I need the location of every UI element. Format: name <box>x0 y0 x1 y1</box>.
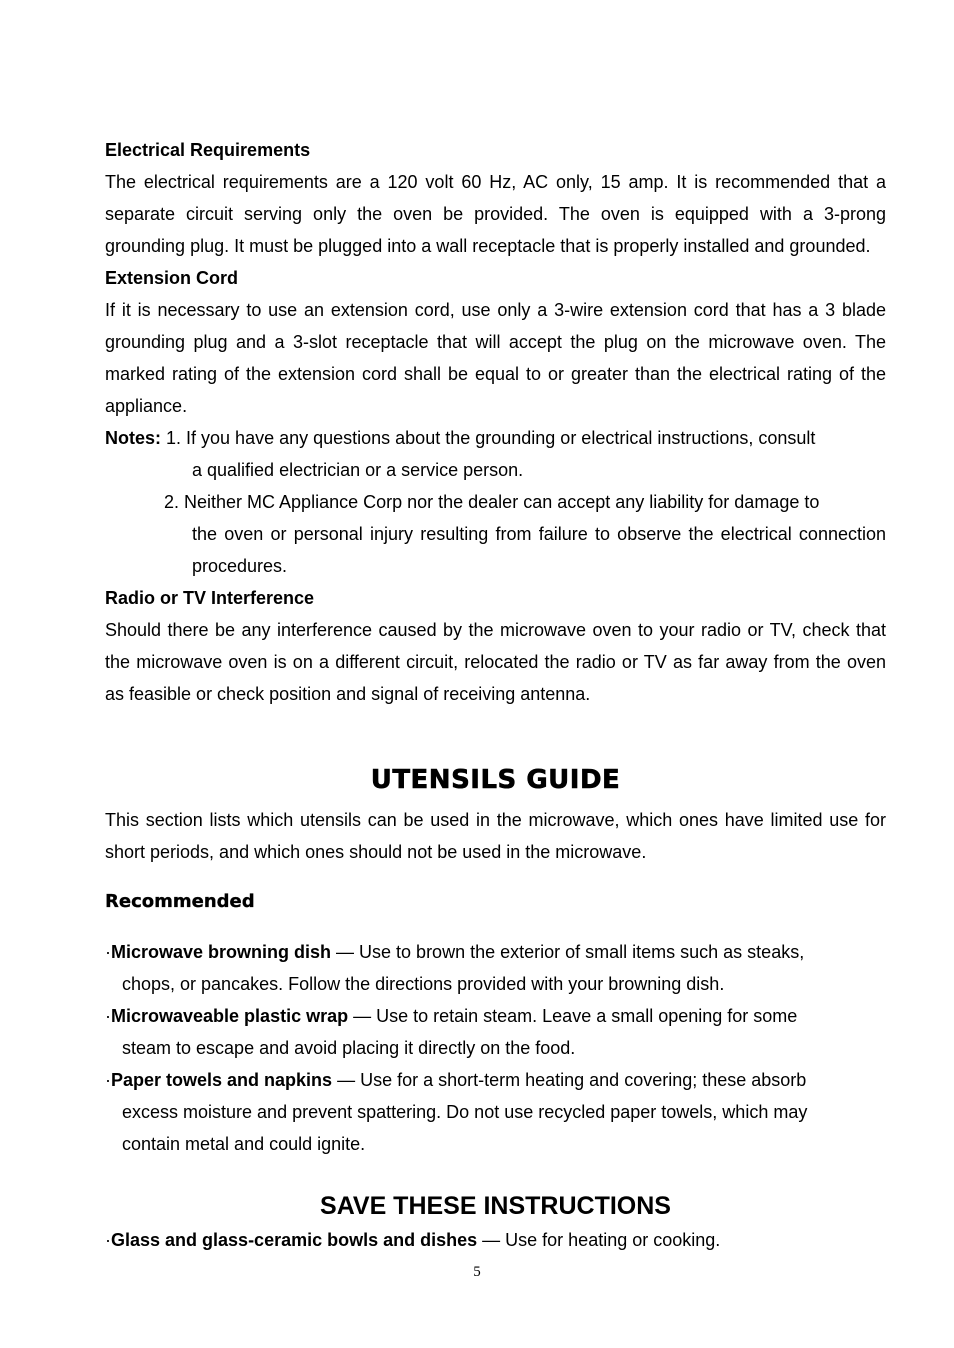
note-1 <box>105 422 886 454</box>
item-desc: — Use for heating or cooking. <box>477 1230 721 1250</box>
item-desc-cont: excess moisture and prevent spattering. Do not use recycled paper towels, which may contain metal and could ignite. <box>122 1102 808 1154</box>
recommended-heading: Recommended <box>105 891 255 912</box>
radio-body: Should there be any interference caused by the microwave oven to your radio or TV, check that the microwave oven is on a different circuit, relocated the radio or TV as far away from the oven as feasible or check position and signal of receiving antenna. <box>105 620 886 704</box>
utensils-guide-title: UTENSILS GUIDE <box>370 765 621 795</box>
item-name: Microwaveable plastic wrap <box>111 1006 349 1026</box>
document-page <box>105 134 886 1256</box>
item-name: Glass and glass-ceramic bowls and dishes <box>111 1230 478 1250</box>
extension-heading: Extension Cord <box>105 268 239 288</box>
list-item: ·Microwave browning dish — Use to brown the exterior of small items such as steaks, chops, or pancakes. Follow the directions provided with your browning dish. <box>105 936 886 1000</box>
notes-section <box>105 422 886 582</box>
utensils-intro: This section lists which utensils can be used in the microwave, which ones have limited use for short periods, and which ones should not be used in the microwave. <box>105 810 886 862</box>
note-2-rest: the oven or personal injury resulting from failure to observe the electrical connection procedures. <box>192 524 886 576</box>
item-desc-cont: chops, or pancakes. Follow the directions provided with your browning dish. <box>122 974 725 994</box>
notes-label: Notes: <box>105 428 162 448</box>
item-desc: — Use for a short-term heating and covering; these absorb <box>332 1070 807 1090</box>
list-item: ·Glass and glass-ceramic bowls and dishes — Use for heating or cooking. <box>105 1230 721 1250</box>
save-instructions-title: SAVE THESE INSTRUCTIONS <box>320 1192 671 1220</box>
radio-heading: Radio or TV Interference <box>105 588 315 608</box>
electrical-body: The electrical requirements are a 120 volt 60 Hz, AC only, 15 amp. It is recommended that a separate circuit serving only the oven be provided. The oven is equipped with a 3-prong grounding plug. It must be plugged into a wall receptacle that is properly installed and grounded. <box>105 172 886 256</box>
electrical-heading: Electrical Requirements <box>105 140 311 160</box>
note-2 <box>105 486 886 582</box>
note-1-line-2: a qualified electrician or a service person. <box>192 460 524 480</box>
item-desc: — Use to retain steam. Leave a small opening for some <box>348 1006 798 1026</box>
note-1-line-1: 1. If you have any questions about the grounding or electrical instructions, consult <box>161 428 816 448</box>
list-item: ·Paper towels and napkins — Use for a short-term heating and covering; these absorb excess moisture and prevent spattering. Do not use recycled paper towels, which may contain metal and could ignite. <box>105 1064 886 1160</box>
page-number: 5 <box>473 1264 481 1280</box>
item-desc-cont: steam to escape and avoid placing it directly on the food. <box>122 1038 576 1058</box>
note-2-line-1: 2. Neither MC Appliance Corp nor the dealer can accept any liability for damage to <box>164 492 820 512</box>
extension-body: If it is necessary to use an extension cord, use only a 3-wire extension cord that has a 3 blade grounding plug and a 3-slot receptacle that will accept the plug on the microwave oven. The marked rating of the extension cord shall be equal to or greater than the electrical rating of the appliance. <box>105 300 886 416</box>
item-desc: — Use to brown the exterior of small items such as steaks, <box>331 942 805 962</box>
item-name: Paper towels and napkins <box>111 1070 333 1090</box>
list-item: ·Microwaveable plastic wrap — Use to retain steam. Leave a small opening for some steam to escape and avoid placing it directly on the food. <box>105 1000 886 1064</box>
item-name: Microwave browning dish <box>111 942 332 962</box>
